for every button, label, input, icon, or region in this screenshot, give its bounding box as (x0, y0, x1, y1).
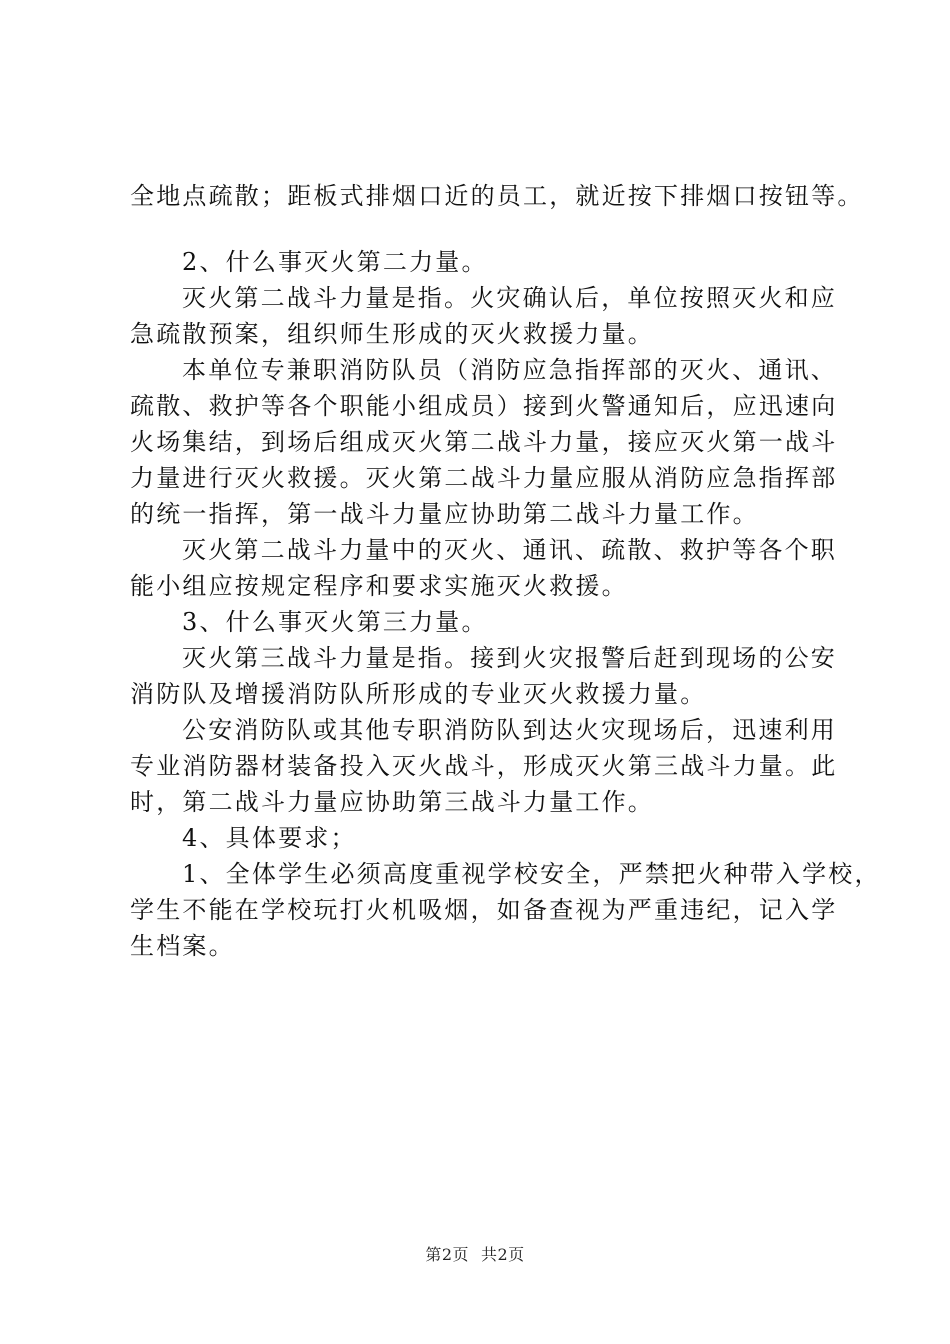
paragraph-line: 灭火第二战斗力量是指。火灾确认后，单位按照灭火和应 (182, 284, 837, 312)
paragraph-line: 全地点疏散；距板式排烟口近的员工，就近按下排烟口按钮等。 (130, 182, 864, 210)
section-heading: 2、什么事灭火第二力量。 (182, 248, 488, 276)
section-heading: 4、具体要求； (182, 824, 357, 852)
paragraph-line: 时，第二战斗力量应协助第三战斗力量工作。 (130, 788, 654, 816)
paragraph-line: 消防队及增援消防队所形成的专业灭火救援力量。 (130, 680, 707, 708)
paragraph-line: 专业消防器材装备投入灭火战斗，形成灭火第三战斗力量。此 (130, 752, 838, 780)
paragraph-line: 的统一指挥，第一战斗力量应协助第二战斗力量工作。 (130, 500, 759, 528)
page-footer (0, 1245, 950, 1265)
paragraph-line: 火场集结，到场后组成灭火第二战斗力量，接应灭火第一战斗 (130, 428, 838, 456)
paragraph-line: 力量进行灭火救援。灭火第二战斗力量应服从消防应急指挥部 (130, 464, 838, 492)
paragraph-line: 能小组应按规定程序和要求实施灭火救援。 (130, 572, 628, 600)
paragraph-line: 学生不能在学校玩打火机吸烟，如备查视为严重违纪，记入学 (130, 896, 838, 924)
page-number: 第2页 (425, 1245, 469, 1264)
paragraph-gap (130, 214, 860, 244)
paragraph-line: 灭火第二战斗力量中的灭火、通讯、疏散、救护等各个职 (182, 536, 837, 564)
page-total: 共2页 (481, 1245, 525, 1264)
paragraph-line: 急疏散预案，组织师生形成的灭火救援力量。 (130, 320, 654, 348)
paragraph-line: 疏散、救护等各个职能小组成员）接到火警通知后，应迅速向 (130, 392, 838, 420)
section-heading: 3、什么事灭火第三力量。 (182, 608, 488, 636)
document-body (130, 178, 881, 964)
paragraph-line: 公安消防队或其他专职消防队到达火灾现场后，迅速利用 (182, 716, 837, 744)
paragraph-line: 1、全体学生必须高度重视学校安全，严禁把火种带入学校， (182, 860, 881, 888)
paragraph-line: 灭火第三战斗力量是指。接到火灾报警后赶到现场的公安 (182, 644, 837, 672)
paragraph-line: 本单位专兼职消防队员（消防应急指挥部的灭火、通讯、 (182, 356, 837, 384)
paragraph-line: 生档案。 (130, 932, 235, 960)
